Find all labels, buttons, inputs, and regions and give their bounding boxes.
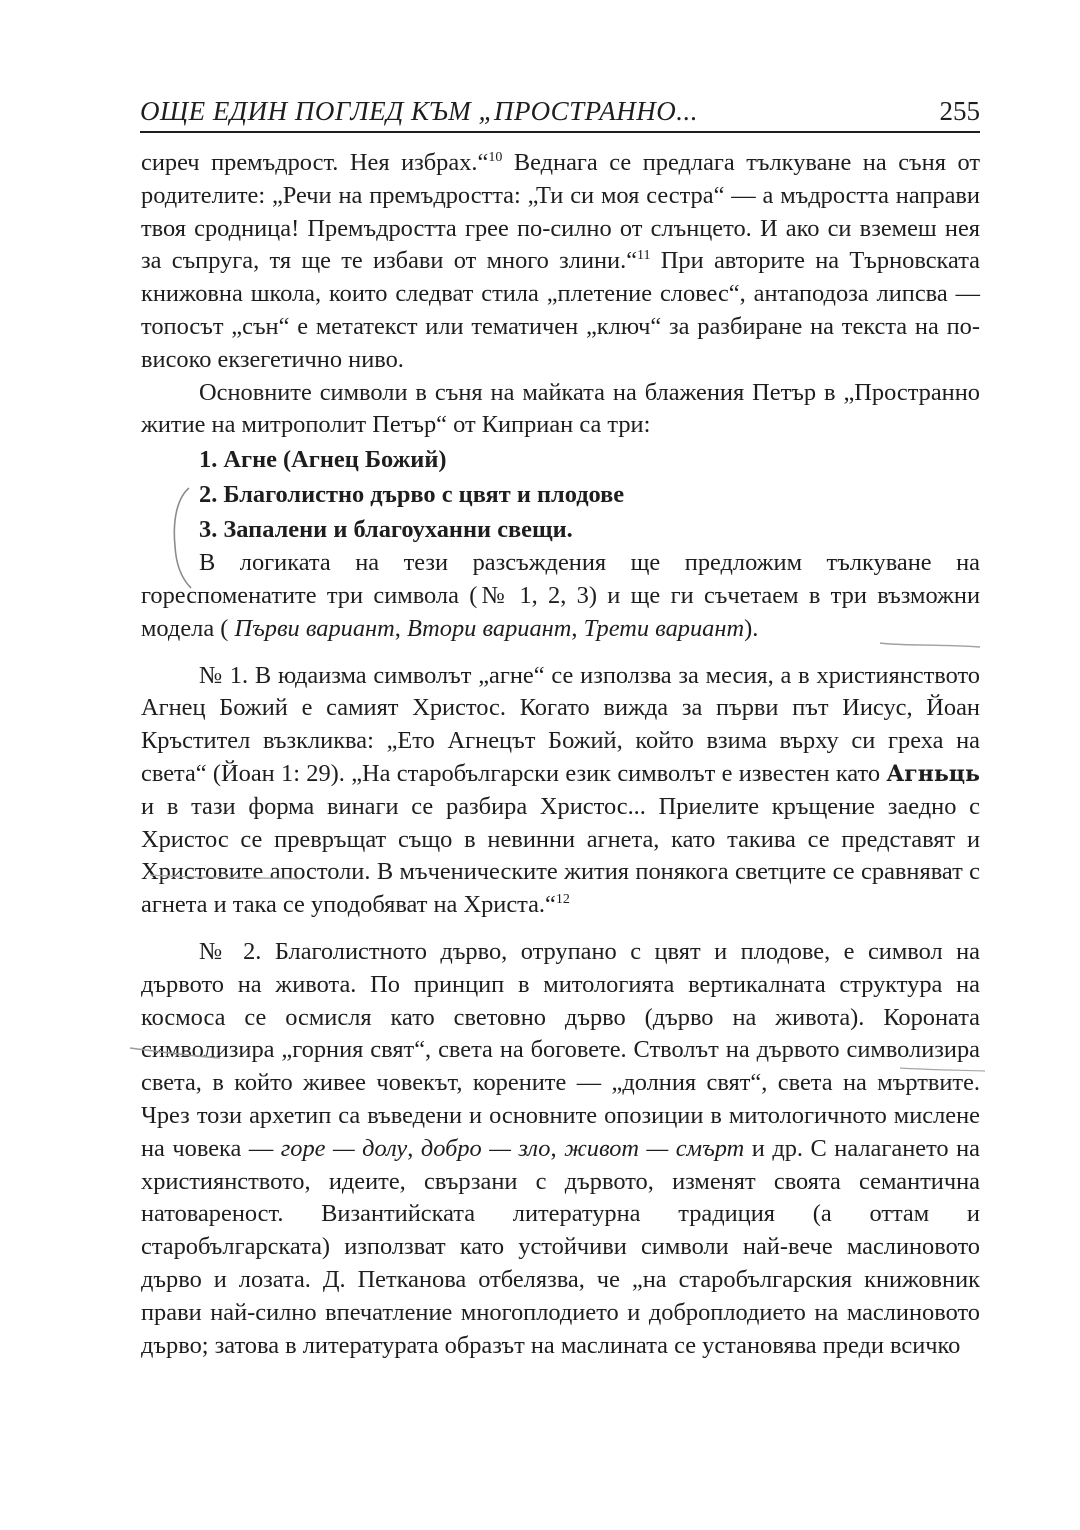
paragraph-2: Основните символи в съня на майката на блажения Петър в „Пространно житие на митрополит Петър“ от Киприан са три: [141,378,980,439]
symbol-item-1: 1. Агне (Агнец Божий) [199,446,447,474]
paragraph-4-text-b: и в тази форма винаги се разбира Христос... Приелите кръщение заедно с Христос се превръщат също в невинни агнета, като такива се представят и Христовите апостоли. В мъченическите жития понякога светците се сравняват с агнета и така се уподобяват на Христа.“ [141,792,980,919]
variant-1-label: Първи вариант [234,614,395,642]
old-slavonic-word: Агньць [886,760,980,787]
opposition-good-evil: добро — зло [420,1134,551,1162]
symbol-item-3: 3. Запалени и благоуханни свещи. [199,516,573,544]
page-body [141,147,980,1362]
separator: , [407,1134,421,1162]
paragraph-5-text-a: № 2. Благолистното дърво, отрупано с цвят и плодове, е символ на дървото на живота. По принцип в митологията вертикалната структура на космоса се осмисля като световно дърво (дърво на живота). Короната символизира „горния свят“, света на боговете. Стволът на дървото символизира света, в който живее човекът, корените — „долния свят“, света на мъртвите. Чрез този архетип са въведени и основните опозиции в митологичното мислене на човека — [141,937,980,1162]
paragraph-3-text-a: В логиката на тези разсъждения ще предложим тълкуване на гореспоменатите три символа (№ 1, 2, 3) и ще ги съчетаем в три възможни модела ( [141,549,980,642]
paragraph-5 [141,936,980,1362]
footnote-ref-12: 12 [555,892,570,908]
separator: , [394,614,407,642]
variant-3-label: Трети вариант [583,614,745,642]
footnote-ref-10: 10 [488,150,503,165]
page-number: 255 [939,96,980,126]
paragraph-4 [141,660,980,922]
header-rule [140,131,980,133]
running-title: ОЩЕ ЕДИН ПОГЛЕД КЪМ „ПРОСТРАННО... [140,96,698,126]
paragraph-3-text-b: ). [744,614,759,642]
paragraph-1-text-b: Веднага се предлага тълкуване на съня от родителите: „Речи на премъдростта: „Ти си моя сестра“ — а мъдростта направи твоя сродница! Премъдростта грее по-силно от слънцето. И ако си вземеш нея за съпруга, тя ще те избави от много злини.“ [141,149,980,275]
paragraph-4-text-a: № 1. В юдаизма символът „агне“ се използва за месия, а в християнството Агнец Божий е самият Христос. Когато вижда за първи път Иисус, Йоан Кръстител възкликва: „Ето Агнецът Божий, който взима върху си греха на света“ (Йоан 1: 29). „На старобългарски език символът е известен като [141,661,980,787]
paragraph-5-text-b: и др. С налагането на християнството, идеите, свързани с дървото, изменят своята семантична натовареност. Византийската литературна традиция (а оттам и старобългарската) използват като устойчиви символи най-вече маслиновото дърво и лозата. Д. Петканова отбелязва, че „на старобългарския книжовник прави най-силно впечатление многоплодието и доброплодието на маслиновото дърво; затова в литературата образът на маслината се установява преди всичко [141,1134,981,1359]
footnote-ref-11: 11 [637,248,651,264]
page-header [140,90,980,140]
separator: , [571,614,584,642]
variant-2-label: Втори вариант [406,614,572,642]
symbols-list [141,442,980,547]
opposition-up-down: горе — долу [280,1134,408,1162]
opposition-life-death: живот — смърт [564,1134,745,1162]
paragraph-3 [141,547,980,645]
paragraph-1 [141,147,980,377]
symbol-item-2: 2. Благолистно дърво с цвят и плодове [199,481,625,509]
paragraph-1-text-c: При авторите на Търновската книжовна школа, които следват стила „плетение словес“, антаподоза липсва — топосът „сън“ е метатекст или тематичен „ключ“ за разбиране на текста на по-високо екзегетично ниво. [141,247,980,373]
separator: , [550,1134,565,1162]
paragraph-1-text-a: сиреч премъдрост. Нея избрах.“ [141,149,489,176]
